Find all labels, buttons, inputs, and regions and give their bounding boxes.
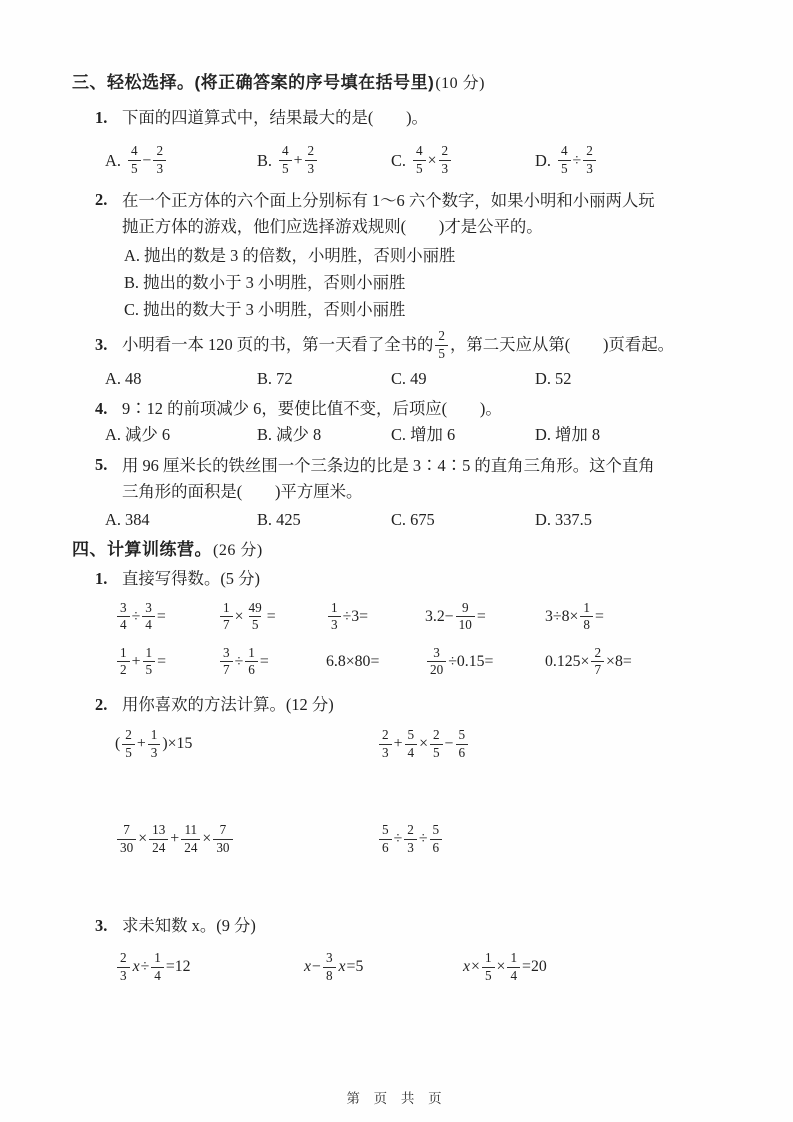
oral-calc-item: [545, 645, 743, 679]
question-1: [95, 106, 743, 130]
math-text: +: [170, 830, 180, 847]
fraction: $\frac{2}{3}$: [404, 822, 417, 856]
solve-x-equation: [462, 950, 743, 984]
question-4-stem: 9∶12 的前项减少 6，要使比值不变，后项应( )。: [122, 399, 502, 418]
question-4: [95, 397, 743, 421]
option-d: D. 增加 8: [535, 425, 601, 444]
fraction: $\frac{1}{6}$: [245, 645, 258, 679]
part-2-label: [95, 693, 743, 717]
fraction: $\frac{1}{8}$: [580, 600, 593, 634]
part-2-label-text: 用你喜欢的方法计算。(12 分): [122, 695, 334, 714]
fraction: $\frac{2}{3}$: [117, 950, 130, 984]
option-b-label: B.: [257, 150, 273, 170]
fraction: $\frac{4}{5}$: [279, 143, 292, 177]
math-text: =: [594, 607, 604, 625]
variable-x: x: [132, 958, 140, 975]
section-three-title: [72, 72, 743, 95]
fraction: $\frac{2}{3}$: [583, 143, 596, 177]
math-text: −: [142, 151, 152, 169]
math-text: ÷: [572, 151, 582, 169]
fraction: $\frac{3}{4}$: [142, 600, 155, 634]
option-a: A. 48: [105, 369, 142, 388]
section-four-score: (26 分): [213, 542, 263, 559]
fraction: $\frac{2}{5}$: [122, 727, 135, 761]
section-four-title-text: 四、计算训练营。: [72, 540, 212, 559]
fraction: $\frac{5}{6}$: [456, 727, 469, 761]
math-text: 3÷8×: [545, 607, 579, 625]
option-a-expression: [126, 143, 168, 177]
option-d-label: D.: [535, 150, 551, 170]
fraction: $\frac{5}{6}$: [430, 822, 443, 856]
math-text: ÷: [131, 607, 141, 625]
math-text: −: [444, 735, 454, 752]
method-calc-item: [115, 727, 377, 761]
fraction: $\frac{3}{20}$: [427, 645, 446, 679]
oral-calc-item: [326, 600, 425, 634]
option-c: C. 增加 6: [391, 425, 456, 444]
fraction: $\frac{1}{4}$: [151, 950, 164, 984]
fraction: $\frac{2}{3}$: [439, 143, 452, 177]
fraction: $\frac{2}{7}$: [591, 645, 604, 679]
part-2-number: 2.: [95, 695, 108, 714]
math-text: ×: [427, 151, 437, 169]
fraction: $\frac{1}{5}$: [143, 645, 156, 679]
math-text: ×: [202, 830, 212, 847]
option-d: D. 337.5: [535, 510, 592, 529]
question-3-stem: [122, 328, 743, 362]
fraction: $\frac{2}{5}$: [435, 328, 448, 362]
option-a: [105, 143, 257, 177]
option-b-expression: [277, 143, 319, 177]
option-a: A. 减少 6: [105, 425, 171, 444]
fraction: $\frac{5}{4}$: [405, 727, 418, 761]
solve-x-row: [115, 945, 743, 989]
math-text: ×: [419, 735, 429, 752]
method-calc-row-1: [115, 722, 743, 766]
oral-calc-row-2: [115, 639, 743, 684]
variable-x: x: [304, 958, 312, 975]
math-text: 3.2−: [425, 607, 454, 625]
fraction: $\frac{1}{5}$: [482, 950, 495, 984]
fraction: $\frac{2}{3}$: [153, 143, 166, 177]
math-text: 6.8×80=: [326, 652, 380, 670]
question-2-stem-line-1: 在一个正方体的六个面上分别标有 1～6 六个数字，如果小明和小丽两人玩: [122, 191, 655, 210]
math-text: =5: [346, 958, 364, 975]
math-text: ÷: [140, 958, 150, 975]
question-5-stem: [122, 453, 743, 505]
section-three-score: (10 分): [435, 75, 485, 92]
question-2-stem: [122, 188, 743, 240]
part-3-label: [95, 914, 743, 938]
part-3-number: 3.: [95, 916, 108, 935]
question-4-options: [105, 423, 743, 446]
oral-calc-item: [115, 600, 218, 634]
question-1-stem: 下面的四道算式中，结果最大的是( )。: [122, 108, 428, 127]
oral-calc-row-1: [115, 594, 743, 639]
question-2-stem-line-2: 抛正方体的游戏，他们应选择游戏规则( )才是公平的。: [122, 217, 543, 236]
option-d-expression: [556, 143, 598, 177]
question-2-number: 2.: [95, 190, 108, 209]
fraction: $\frac{7}{30}$: [213, 822, 232, 856]
option-a-label: A.: [105, 150, 121, 170]
math-text: =: [266, 607, 276, 625]
oral-calc-item: [326, 653, 425, 671]
math-text: (: [115, 735, 121, 752]
math-text: ÷: [393, 830, 403, 847]
fraction: $\frac{1}{3}$: [328, 600, 341, 634]
math-text: =: [259, 652, 269, 670]
fraction: $\frac{2}{3}$: [305, 143, 318, 177]
math-text: 0.125×: [545, 652, 590, 670]
variable-x: x: [463, 958, 471, 975]
option-b: [257, 143, 391, 177]
section-four-title: [72, 539, 743, 562]
math-text: =: [476, 607, 486, 625]
math-text: ÷: [418, 830, 428, 847]
fraction: $\frac{3}{8}$: [323, 950, 336, 984]
question-3: [95, 326, 743, 364]
method-calc-item: [377, 822, 743, 856]
fraction: $\frac{2}{5}$: [430, 727, 443, 761]
fraction: $\frac{13}{24}$: [149, 822, 168, 856]
question-5-stem-line-2: 三角形的面积是( )平方厘米。: [122, 482, 363, 501]
question-5: [95, 453, 743, 505]
math-text: ÷: [234, 652, 244, 670]
method-calc-item: [115, 822, 377, 856]
option-b: B. 72: [257, 369, 293, 388]
part-1-label-text: 直接写得数。(5 分): [122, 569, 260, 588]
fraction: $\frac{2}{3}$: [379, 727, 392, 761]
fraction: $\frac{5}{6}$: [379, 822, 392, 856]
fraction: $\frac{7}{30}$: [117, 822, 136, 856]
option-c-label: C.: [391, 150, 407, 170]
option-c: C. 49: [391, 369, 427, 388]
math-text: +: [293, 151, 303, 169]
option-d: D. 52: [535, 369, 572, 388]
question-2: [95, 188, 743, 240]
option-a: A. 384: [105, 510, 150, 529]
fraction: $\frac{4}{5}$: [128, 143, 141, 177]
part-1-label: [95, 567, 743, 591]
math-text: 小明看一本 120 页的书，第一天看了全书的: [122, 335, 434, 354]
option-a: A. 抛出的数是 3 的倍数，小明胜，否则小丽胜: [124, 246, 456, 265]
fraction: $\frac{1}{4}$: [507, 950, 520, 984]
oral-calc-item: [115, 645, 218, 679]
question-3-number: 3.: [95, 335, 108, 354]
question-1-number: 1.: [95, 108, 108, 127]
oral-calc-item: [218, 645, 326, 679]
oral-calc-item: [545, 600, 743, 634]
math-text: ×: [496, 958, 506, 975]
solve-x-equation: [115, 950, 303, 984]
fraction: $\frac{4}{5}$: [558, 143, 571, 177]
math-text: )×15: [162, 735, 193, 752]
option-c: C. 675: [391, 510, 435, 529]
method-calc-row-2: [115, 817, 743, 861]
question-2-options: [124, 242, 743, 323]
question-5-number: 5.: [95, 455, 108, 474]
variable-x: x: [338, 958, 346, 975]
option-b: B. 抛出的数小于 3 小明胜，否则小丽胜: [124, 273, 406, 292]
math-text: ×8=: [606, 652, 632, 670]
fraction: $\frac{9}{10}$: [456, 600, 475, 634]
part-3-label-text: 求未知数 x。(9 分): [122, 916, 256, 935]
question-4-number: 4.: [95, 399, 108, 418]
oral-calc-item: [425, 600, 545, 634]
math-text: =: [156, 607, 166, 625]
fraction: $\frac{11}{24}$: [181, 822, 200, 856]
question-3-options: [105, 367, 743, 390]
math-text: ×: [138, 830, 148, 847]
math-text: −: [312, 958, 321, 975]
oral-calc-item: [425, 645, 545, 679]
option-d: [535, 143, 743, 177]
section-three-title-text: 三、轻松选择。(将正确答案的序号填在括号里): [72, 73, 435, 92]
fraction: $\frac{3}{7}$: [220, 645, 233, 679]
fraction: $\frac{49}{5}$: [248, 599, 262, 632]
option-c: [391, 143, 535, 177]
option-b: B. 425: [257, 510, 301, 529]
oral-calculation-rows: [72, 594, 743, 684]
oral-calc-item: [218, 600, 326, 634]
solve-x-equation: [303, 950, 462, 984]
math-text: ÷0.15=: [448, 652, 494, 670]
math-text: +: [136, 735, 146, 752]
fraction: $\frac{3}{4}$: [117, 600, 130, 634]
math-text: =: [157, 652, 167, 670]
question-1-options: [105, 134, 743, 186]
option-b: B. 减少 8: [257, 425, 322, 444]
question-5-stem-line-1: 用 96 厘米长的铁丝围一个三条边的比是 3∶4∶5 的直角三角形。这个直角: [122, 456, 655, 475]
fraction: $\frac{1}{3}$: [148, 727, 161, 761]
math-text: ×: [234, 607, 244, 625]
fraction: $\frac{1}{7}$: [220, 600, 233, 634]
fraction: $\frac{4}{5}$: [413, 143, 426, 177]
math-text: +: [393, 735, 403, 752]
question-5-options: [105, 508, 743, 531]
fraction: $\frac{1}{2}$: [117, 645, 130, 679]
math-text: ×: [471, 958, 480, 975]
math-text: =20: [522, 958, 547, 975]
math-text: ÷3=: [342, 607, 369, 625]
math-text: +: [131, 652, 141, 670]
math-text: ，第二天应从第( )页看起。: [450, 335, 675, 354]
math-text: =12: [165, 958, 191, 975]
option-c: C. 抛出的数大于 3 小明胜，否则小丽胜: [124, 300, 406, 319]
option-c-expression: [411, 143, 453, 177]
part-1-number: 1.: [95, 569, 108, 588]
method-calc-item: [377, 727, 743, 761]
page-footer: 第 页 共 页: [346, 1091, 447, 1106]
